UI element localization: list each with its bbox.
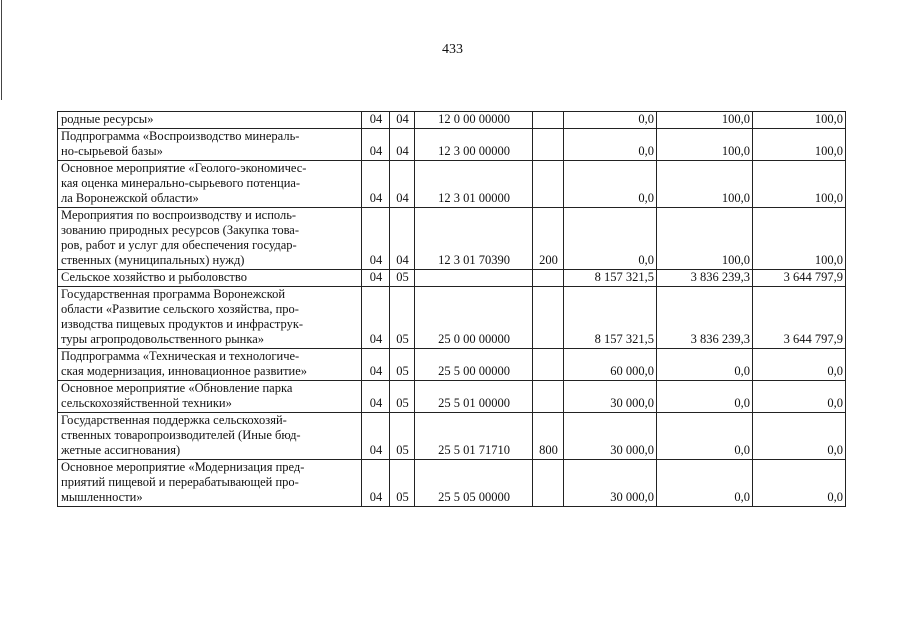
amount-year2-cell: 0,0 — [657, 413, 753, 460]
amount-year3-cell: 100,0 — [753, 129, 846, 161]
amount-year3-cell: 100,0 — [753, 112, 846, 129]
row-name-cell: Мероприятия по воспроизводству и исполь- зованию природных ресурсов (Закупка това- ров, работ и услуг для обеспечения государ- ственных (муниципальных) нужд) — [58, 208, 362, 270]
table-body — [58, 112, 846, 507]
subsection-code-cell: 04 — [390, 208, 415, 270]
subsection-code-cell: 04 — [390, 129, 415, 161]
amount-year2-cell: 3 836 239,3 — [657, 270, 753, 287]
table-row — [58, 112, 846, 129]
expense-type-cell — [533, 287, 564, 349]
table-row — [58, 381, 846, 413]
amount-year2-cell: 100,0 — [657, 161, 753, 208]
row-name-cell: родные ресурсы» — [58, 112, 362, 129]
expense-type-cell: 800 — [533, 413, 564, 460]
section-code-cell: 04 — [362, 349, 390, 381]
amount-year2-cell: 0,0 — [657, 381, 753, 413]
target-item-code-cell: 25 5 01 00000 — [415, 381, 533, 413]
page-number: 433 — [442, 42, 463, 57]
subsection-code-cell: 05 — [390, 413, 415, 460]
section-code-cell: 04 — [362, 413, 390, 460]
table-row — [58, 287, 846, 349]
subsection-code-cell: 05 — [390, 381, 415, 413]
row-name-cell: Основное мероприятие «Геолого-экономичес- кая оценка минерально-сырьевого потенциа- ла Воронежской области» — [58, 161, 362, 208]
target-item-code-cell — [415, 270, 533, 287]
target-item-code-cell: 25 5 01 71710 — [415, 413, 533, 460]
expense-type-cell — [533, 460, 564, 507]
table-row — [58, 270, 846, 287]
target-item-code-cell: 12 0 00 00000 — [415, 112, 533, 129]
row-name-cell: Государственная программа Воронежской области «Развитие сельского хозяйства, про- изводства пищевых продуктов и инфраструк- туры агропродовольственного рынка» — [58, 287, 362, 349]
amount-year1-cell: 0,0 — [564, 208, 657, 270]
amount-year3-cell: 0,0 — [753, 381, 846, 413]
amount-year1-cell: 0,0 — [564, 161, 657, 208]
target-item-code-cell: 25 5 05 00000 — [415, 460, 533, 507]
amount-year1-cell: 0,0 — [564, 112, 657, 129]
amount-year3-cell: 3 644 797,9 — [753, 270, 846, 287]
target-item-code-cell: 25 0 00 00000 — [415, 287, 533, 349]
expense-type-cell — [533, 381, 564, 413]
section-code-cell: 04 — [362, 161, 390, 208]
row-name-cell: Подпрограмма «Техническая и технологиче- ская модернизация, инновационное развитие» — [58, 349, 362, 381]
amount-year2-cell: 100,0 — [657, 208, 753, 270]
row-name-cell: Государственная поддержка сельскохозяй- ственных товаропроизводителей (Иные бюд- жетные ассигнования) — [58, 413, 362, 460]
subsection-code-cell: 05 — [390, 287, 415, 349]
section-code-cell: 04 — [362, 460, 390, 507]
target-item-code-cell: 25 5 00 00000 — [415, 349, 533, 381]
expense-type-cell — [533, 270, 564, 287]
expense-type-cell — [533, 112, 564, 129]
amount-year3-cell: 100,0 — [753, 161, 846, 208]
amount-year2-cell: 0,0 — [657, 349, 753, 381]
table-row — [58, 129, 846, 161]
table-row — [58, 413, 846, 460]
expense-type-cell — [533, 129, 564, 161]
amount-year2-cell: 100,0 — [657, 129, 753, 161]
budget-table — [57, 111, 846, 507]
section-code-cell: 04 — [362, 270, 390, 287]
amount-year3-cell: 100,0 — [753, 208, 846, 270]
table-row — [58, 460, 846, 507]
expense-type-cell: 200 — [533, 208, 564, 270]
amount-year3-cell: 0,0 — [753, 460, 846, 507]
row-name-cell: Подпрограмма «Воспроизводство минераль- но-сырьевой базы» — [58, 129, 362, 161]
subsection-code-cell: 04 — [390, 112, 415, 129]
amount-year1-cell: 8 157 321,5 — [564, 287, 657, 349]
table-row — [58, 208, 846, 270]
amount-year2-cell: 100,0 — [657, 112, 753, 129]
row-name-cell: Сельское хозяйство и рыболовство — [58, 270, 362, 287]
target-item-code-cell: 12 3 00 00000 — [415, 129, 533, 161]
section-code-cell: 04 — [362, 129, 390, 161]
amount-year1-cell: 60 000,0 — [564, 349, 657, 381]
section-code-cell: 04 — [362, 381, 390, 413]
amount-year1-cell: 8 157 321,5 — [564, 270, 657, 287]
amount-year3-cell: 0,0 — [753, 413, 846, 460]
target-item-code-cell: 12 3 01 70390 — [415, 208, 533, 270]
subsection-code-cell: 04 — [390, 161, 415, 208]
amount-year2-cell: 3 836 239,3 — [657, 287, 753, 349]
target-item-code-cell: 12 3 01 00000 — [415, 161, 533, 208]
amount-year1-cell: 30 000,0 — [564, 413, 657, 460]
section-code-cell: 04 — [362, 112, 390, 129]
section-code-cell: 04 — [362, 287, 390, 349]
subsection-code-cell: 05 — [390, 349, 415, 381]
subsection-code-cell: 05 — [390, 460, 415, 507]
amount-year3-cell: 0,0 — [753, 349, 846, 381]
table-row — [58, 161, 846, 208]
amount-year1-cell: 30 000,0 — [564, 381, 657, 413]
amount-year2-cell: 0,0 — [657, 460, 753, 507]
expense-type-cell — [533, 349, 564, 381]
amount-year1-cell: 30 000,0 — [564, 460, 657, 507]
row-name-cell: Основное мероприятие «Модернизация пред- приятий пищевой и перерабатывающей про- мышленности» — [58, 460, 362, 507]
row-name-cell: Основное мероприятие «Обновление парка сельскохозяйственной техники» — [58, 381, 362, 413]
table-row — [58, 349, 846, 381]
subsection-code-cell: 05 — [390, 270, 415, 287]
expense-type-cell — [533, 161, 564, 208]
amount-year1-cell: 0,0 — [564, 129, 657, 161]
amount-year3-cell: 3 644 797,9 — [753, 287, 846, 349]
section-code-cell: 04 — [362, 208, 390, 270]
